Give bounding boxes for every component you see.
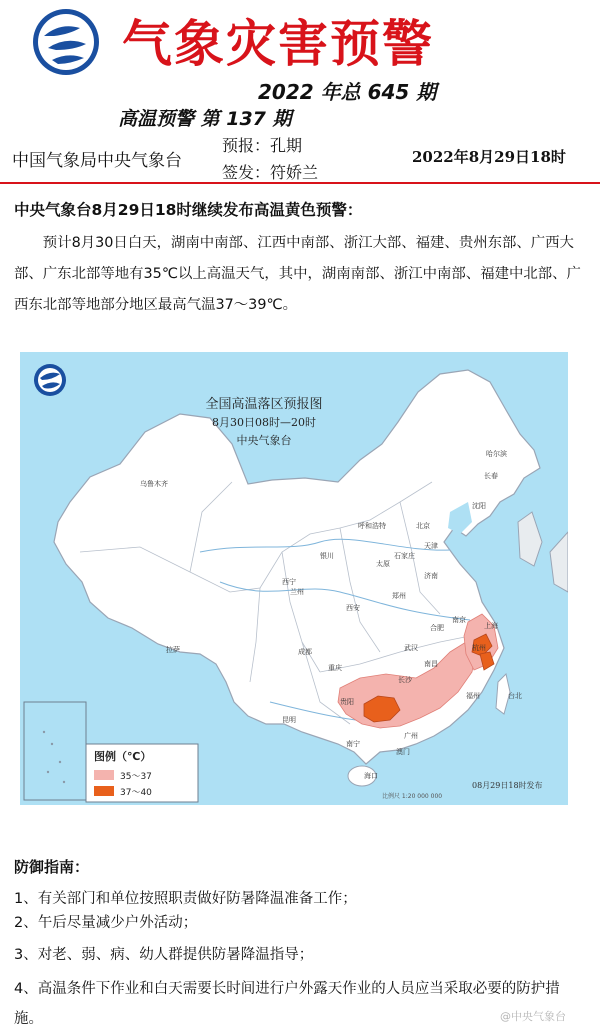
city-label: 昆明 (282, 716, 296, 724)
map-logo-icon (34, 364, 66, 396)
city-label: 济南 (424, 572, 438, 580)
city-label: 北京 (416, 522, 430, 530)
city-label: 石家庄 (394, 552, 415, 560)
map-source: 中央气象台 (236, 434, 292, 447)
header-divider (0, 182, 600, 184)
warning-issue-number: 高温预警 第 137 期 (118, 108, 292, 130)
city-label: 哈尔滨 (486, 450, 507, 458)
korea (518, 512, 542, 566)
city-label: 广州 (404, 732, 418, 740)
city-label: 银川 (320, 552, 334, 560)
japan (550, 532, 568, 592)
legend-swatch-35-37 (94, 770, 114, 780)
city-label: 上海 (484, 622, 498, 630)
city-label: 成都 (298, 648, 312, 656)
legend-title: 图例（℃） (94, 750, 152, 763)
china-landmass (54, 370, 540, 764)
heat-forecast-map (20, 352, 568, 805)
forecaster: 预报：孔期 (222, 136, 303, 155)
city-label: 福州 (466, 692, 480, 700)
city-label: 太原 (376, 560, 390, 568)
south-china-sea-inset (24, 702, 86, 800)
guidance-item: 3、对老、弱、病、幼人群提供防暑降温指导； (14, 947, 314, 963)
city-label: 拉萨 (166, 646, 180, 654)
signer: 签发：符娇兰 (222, 163, 319, 182)
city-label: 合肥 (430, 624, 444, 632)
department: 中国气象局中央气象台 (12, 151, 182, 171)
city-label: 南宁 (346, 740, 360, 748)
legend-label: 37～40 (120, 788, 152, 798)
city-label: 兰州 (290, 588, 304, 596)
city-label: 南昌 (424, 660, 438, 668)
page-title: 气象灾害预警 (122, 14, 434, 73)
bulletin-body: 预计8月30日白天，湖南中南部、江西中南部、浙江大部、福建、贵州东部、广西大部、广东北部等地有35℃以上高温天气，其中，湖南南部、浙江中南部、福建中北部、广西东北部等地部分地区最高气温37～39℃。 (14, 235, 581, 313)
city-label: 西宁 (282, 578, 296, 586)
city-label: 澳门 (396, 748, 410, 756)
map-title: 全国高温落区预报图 (205, 397, 323, 412)
map-time-range: 8月30日08时—20时 (212, 416, 316, 429)
map-issued: 08月29日18时发布 (472, 781, 543, 790)
guidance-title: 防御指南： (14, 858, 90, 876)
city-label: 海口 (364, 772, 378, 780)
city-label: 西安 (346, 604, 360, 612)
legend-swatch-37-40 (94, 786, 114, 796)
city-label: 呼和浩特 (358, 522, 386, 530)
city-label: 天津 (424, 542, 438, 550)
city-label: 乌鲁木齐 (140, 480, 168, 488)
cma-logo-icon (30, 6, 102, 78)
city-label: 长春 (484, 472, 498, 480)
city-label: 南京 (452, 616, 466, 624)
city-label: 贵阳 (340, 698, 354, 706)
china-map (20, 352, 568, 805)
bulletin-headline: 中央气象台8月29日18时继续发布高温黄色预警： (14, 201, 363, 219)
issue-datetime: 2022年8月29日18时 (412, 148, 566, 166)
city-label: 郑州 (392, 592, 406, 600)
city-label: 长沙 (398, 676, 412, 684)
guidance-item: 2、午后尽量减少户外活动； (14, 915, 198, 931)
guidance-item: 4、高温条件下作业和白天需要长时间进行户外露天作业的人员应当采取必要的防护措施。 (14, 981, 560, 1027)
city-label: 武汉 (404, 644, 418, 652)
city-label: 沈阳 (472, 502, 486, 510)
map-legend (86, 744, 198, 802)
city-label: 重庆 (328, 664, 342, 672)
city-label: 杭州 (472, 644, 486, 652)
watermark: @中央气象台 (500, 1010, 566, 1023)
city-label: 台北 (508, 692, 522, 700)
map-scale: 比例尺 1:20 000 000 (382, 793, 443, 800)
legend-label: 35～37 (120, 772, 152, 782)
issue-number: 2022 年总 645 期 (258, 80, 437, 104)
guidance-item: 1、有关部门和单位按照职责做好防暑降温准备工作； (14, 891, 357, 907)
